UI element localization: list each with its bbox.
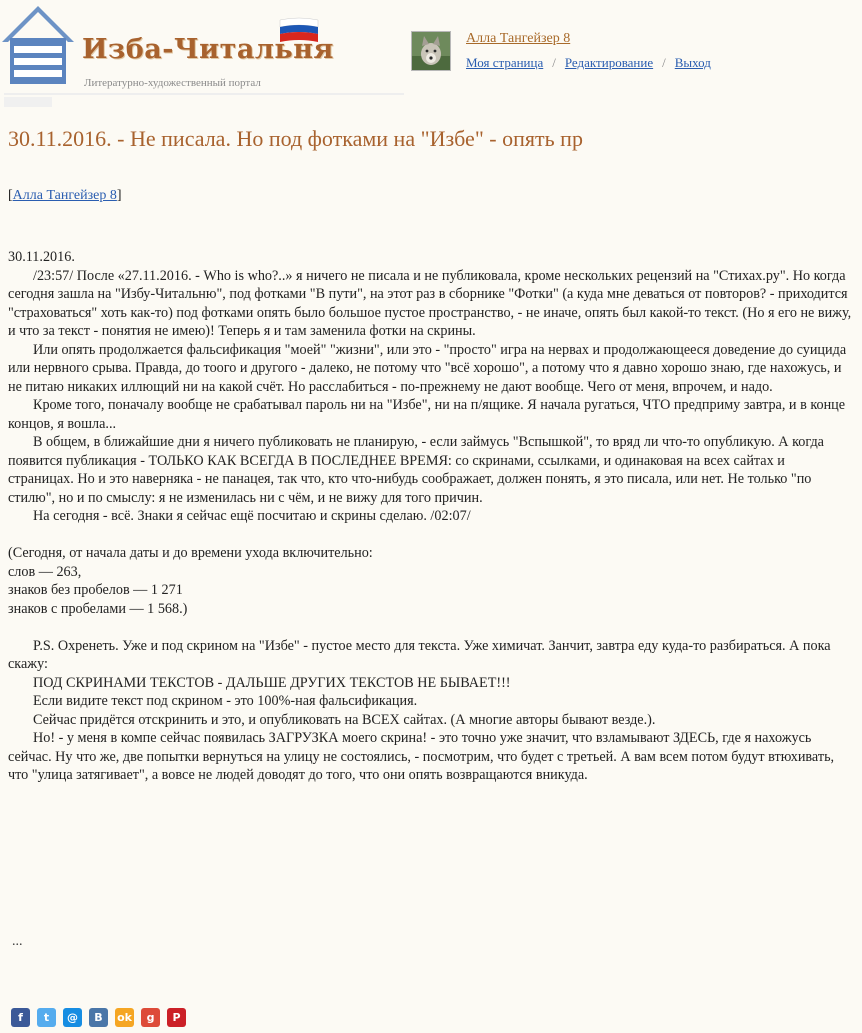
author-link[interactable]: Алла Тангейзер 8 (12, 188, 117, 203)
logo-placeholder-box (4, 97, 52, 107)
pinterest-icon[interactable]: P (167, 1008, 186, 1027)
share-bar (11, 1008, 186, 1027)
article-paragraph: /23:57/ После «27.11.2016. - Who is who?..» я ничего не писала и не публиковала, кроме нескольких рецензий на "Стихах.ру". Но когда сегодня зашла на "Избу-Читальню", под фотками "В пути", на этот раз в сборнике "Фотки" (а куда мне деваться от повторов? - приходится "страховаться" хоть как-то) под фотками опять было большое пустое пространство, - не иначе, опять был какой-то текст. (Но я его не вижу, и что за текст - понятия не имею)! Теперь я и там заменила фотки на скрины. (8, 267, 852, 339)
article-body (8, 248, 854, 785)
vkontakte-icon[interactable]: B (89, 1008, 108, 1027)
user-avatar[interactable] (411, 31, 451, 71)
article-paragraph: В общем, в ближайшие дни я ничего публиковать не планирую, - если займусь "Вспышкой", то вряд ли что-то опубликую. А когда появится публикация - ТОЛЬКО КАК ВСЕГДА В ПОСЛЕДНЕЕ ВРЕМЯ: со скринами, ссылками, и одинаковая на всех сайтах и страницах. Но и это наверняка - не панацея, так что, кто что-нибудь соображает, должен понять, я это писала, или нет. Не только "по стилю", но и по смыслу: я не изменилась ни с чём, и не вижу для того причин. (8, 434, 824, 506)
bracket-open: [ (8, 188, 13, 203)
user-name-link[interactable]: Алла Тангейзер 8 (466, 31, 571, 46)
site-logo-subtitle: Литературно-художественный портал (84, 77, 261, 89)
article-paragraph: Или опять продолжается фальсификация "моей" "жизни", или это - "просто" игра на нервах и продолжающееся доведение до суицида или нервного срыва. Правда, до тоого и другого - далеко, не потому что "всё хорошо", а потому что я давно хорошо знаю, где нахожусь, и не питаю никаких иллющий ни на какой счёт. Но расслабиться - по-прежнему не дают вообще. Чего от меня, впрочем, и надо. (8, 341, 847, 395)
my-page-link[interactable]: Моя страница (466, 55, 544, 70)
paragraph-gap (8, 526, 854, 545)
word-count-line: (Сегодня, от начала даты и до времени ухода включительно: (8, 545, 373, 561)
article-paragraph: На сегодня - всё. Знаки я сейчас ещё посчитаю и скрины сделаю. /02:07/ (33, 508, 471, 524)
author-line (8, 188, 122, 204)
site-logo-title[interactable]: Изба-Читальня (82, 34, 334, 65)
article-paragraph: Но! - у меня в компе сейчас появилась ЗАГРУЗКА моего скрина! - это точно уже значит, что взламывают ЗДЕСЬ, где я нахожусь сейчас. Ну что же, две попытки вернуться на улицу не состоялись, - посмотрим, что будет с третьей. А вам всем потом будут втюхивать, что "улица затягивает", а вовсе не людей доводят до того, что они опять возвращаются вникуда. (8, 730, 835, 783)
odnoklassniki-icon[interactable]: ok (115, 1008, 134, 1027)
site-header (0, 0, 862, 110)
house-logo-icon[interactable] (0, 4, 76, 84)
page-title: 30.11.2016. - Не писала. Но под фотками на "Избе" - опять пр (8, 126, 583, 151)
user-nav (466, 55, 711, 71)
article-paragraph: ПОД СКРИНАМИ ТЕКСТОВ - ДАЛЬШЕ ДРУГИХ ТЕКСТОВ НЕ БЫВАЕТ!!! (33, 674, 511, 691)
nav-separator: / (552, 55, 556, 70)
article-paragraph: P.S. Охренеть. Уже и под скрином на "Избе" - пустое место для текста. Уже химичат. Занчит, завтра еду куда-то разбираться. А пока скажу: (8, 637, 831, 672)
mail-icon[interactable]: @ (63, 1008, 82, 1027)
edit-link[interactable]: Редактирование (564, 55, 654, 70)
word-count-line: знаков без пробелов — 1 271 (8, 582, 183, 598)
twitter-icon[interactable]: t (37, 1008, 56, 1027)
word-count-line: слов — 263, (8, 563, 82, 580)
word-count-line: знаков с пробелами — 1 568.) (8, 600, 188, 617)
nav-separator: / (662, 55, 666, 70)
article-paragraph: Кроме того, поначалу вообще не срабатывал пароль ни на "Избе", ни на п/ящике. Я начала ругаться, ЧТО предприму завтра, и в конце концов, я вошла... (8, 397, 846, 432)
paragraph-gap (8, 618, 854, 637)
bracket-close: ] (116, 188, 122, 203)
article-paragraph: 30.11.2016. (8, 249, 75, 265)
logo-divider (4, 93, 404, 95)
facebook-icon[interactable]: f (11, 1008, 30, 1027)
article-ellipsis: ... (12, 934, 23, 949)
article-paragraph: Сейчас придётся отскринить и это, и опубликовать на ВСЕХ сайтах. (А многие авторы бывают везде.). (33, 711, 656, 728)
google-plus-icon[interactable]: g (141, 1008, 160, 1027)
article-paragraph: Если видите текст под скрином - это 100%-ная фальсификация. (33, 693, 418, 709)
wolf-avatar-icon (412, 32, 450, 70)
logout-link[interactable]: Выход (674, 55, 711, 70)
